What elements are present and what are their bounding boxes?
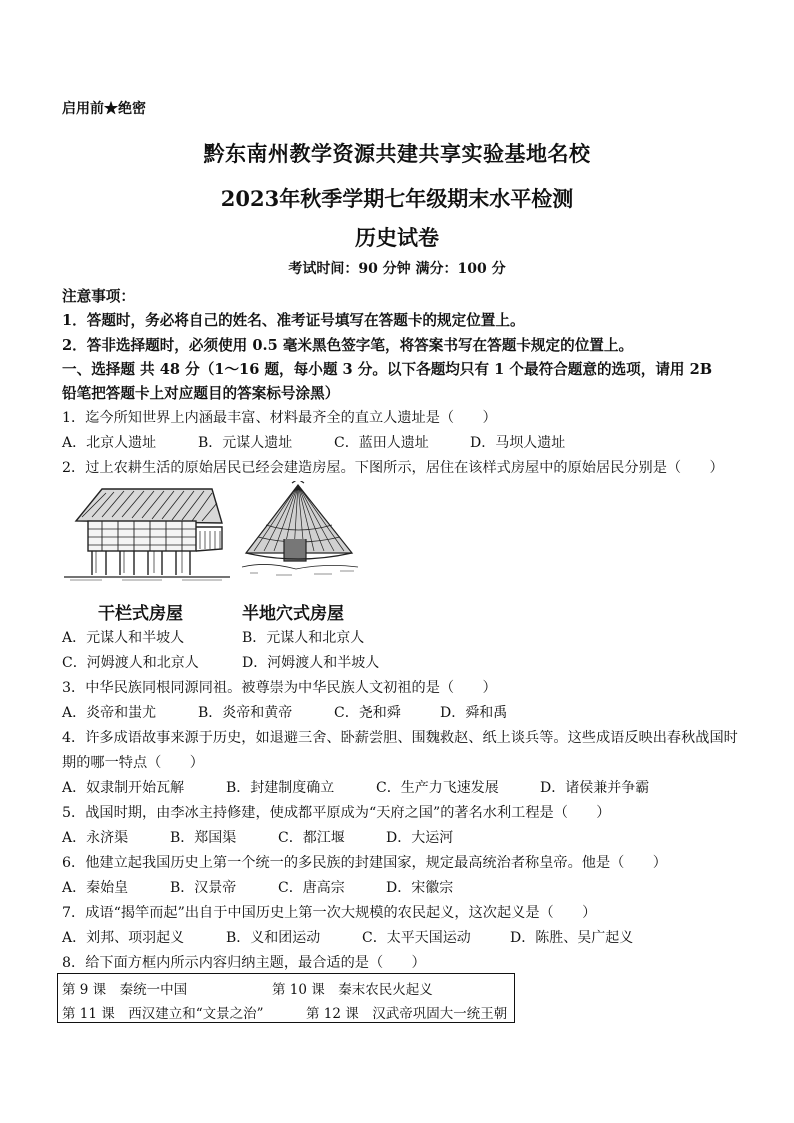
question-3-stem: 3．中华民族同根同源同祖。被尊崇为中华民族人文初祖的是（ ） [62,680,497,696]
semi-subterranean-house-illustration [236,481,366,583]
q4-option-d: D．诸侯兼并争霸 [540,780,650,796]
note-item-1: 1．答题时，务必将自己的姓名、准考证号填写在答题卡的规定位置上。 [62,312,525,329]
q6-option-b: B．汉景帝 [170,880,237,896]
figure-caption-stilt: 干栏式房屋 [98,604,183,624]
q5-option-d: D．大运河 [386,830,454,846]
question-2-stem: 2．过上农耕生活的原始居民已经会建造房屋。下图所示，居住在该样式房屋中的原始居民分别是（ ） [62,460,724,476]
secret-mark: 启用前★绝密 [62,101,146,117]
q4-option-a: A．奴隶制开始瓦解 [62,780,185,796]
section-heading-line1: 一、选择题 共 48 分（1～16 题，每小题 3 分。以下各题均只有 1 个最符合题意的选项，请用 2B [62,361,713,378]
figure-caption-semi-subterranean: 半地穴式房屋 [242,604,344,624]
q2-option-d: D．河姆渡人和半坡人 [242,655,380,671]
exam-info: 考试时间：90 分钟 满分：100 分 [288,261,506,277]
question-4-stem: 4．许多成语故事来源于历史，如退避三舍、卧薪尝胆、围魏救赵、纸上谈兵等。这些成语反映出春秋战国时 [62,730,738,746]
lesson-box-cell-4: 第 12 课 汉武帝巩固大一统王朝 [306,1006,508,1022]
school-title: 黔东南州教学资源共建共享实验基地名校 [203,141,591,166]
lesson-box [57,973,515,1023]
q7-option-b: B．义和团运动 [226,930,321,946]
q6-option-a: A．秦始皇 [62,880,129,896]
section-heading-line2: 铅笔把答题卡上对应题目的答案标号涂黑） [62,385,340,402]
q7-option-c: C．太平天国运动 [362,930,471,946]
note-item-2: 2．答非选择题时，必须使用 0.5 毫米黑色签字笔，将答案书写在答题卡规定的位置上。 [62,337,634,354]
q3-option-b: B．炎帝和黄帝 [198,705,293,721]
lesson-box-cell-1: 第 9 课 秦统一中国 [62,982,188,998]
exam-title: 2023年秋季学期七年级期末水平检测 [220,186,574,211]
q4-option-c: C．生产力飞速发展 [376,780,499,796]
lesson-box-cell-2: 第 10 课 秦末农民火起义 [272,982,433,998]
stilt-house-illustration [62,483,232,583]
question-7-stem: 7．成语“揭竿而起”出自于中国历史上第一次大规模的农民起义，这次起义是（ ） [62,905,597,921]
q7-option-a: A．刘邦、项羽起义 [62,930,185,946]
q6-option-d: D．宋徽宗 [386,880,454,896]
question-6-stem: 6．他建立起我国历史上第一个统一的多民族的封建国家，规定最高统治者称皇帝。他是（ ） [62,855,667,871]
q5-option-c: C．都江堰 [278,830,345,846]
q1-option-b: B．元谋人遗址 [198,435,293,451]
question-5-stem: 5．战国时期，由李冰主持修建，使成都平原成为“天府之国”的著名水利工程是（ ） [62,805,611,821]
q1-option-a: A．北京人遗址 [62,435,157,451]
notes-heading: 注意事项： [62,288,135,305]
q7-option-d: D．陈胜、吴广起义 [510,930,634,946]
q5-option-a: A．永济渠 [62,830,129,846]
q1-option-c: C．蓝田人遗址 [334,435,429,451]
subject-title: 历史试卷 [355,225,439,250]
question-4-stem-cont: 期的哪一特点（ ） [62,755,204,771]
q5-option-b: B．郑国渠 [170,830,237,846]
q6-option-c: C．唐高宗 [278,880,345,896]
q2-option-b: B．元谋人和北京人 [242,630,365,646]
q3-option-a: A．炎帝和蚩尤 [62,705,157,721]
q1-option-d: D．马坝人遗址 [470,435,566,451]
question-8-stem: 8．给下面方框内所示内容归纳主题，最合适的是（ ） [62,955,426,971]
q2-option-a: A．元谋人和半坡人 [62,630,185,646]
q3-option-d: D．舜和禹 [440,705,508,721]
question-1-stem: 1．迄今所知世界上内涵最丰富、材料最齐全的直立人遗址是（ ） [62,410,497,426]
lesson-box-cell-3: 第 11 课 西汉建立和“文景之治” [62,1006,264,1022]
q2-option-c: C．河姆渡人和北京人 [62,655,199,671]
q4-option-b: B．封建制度确立 [226,780,335,796]
q3-option-c: C．尧和舜 [334,705,401,721]
